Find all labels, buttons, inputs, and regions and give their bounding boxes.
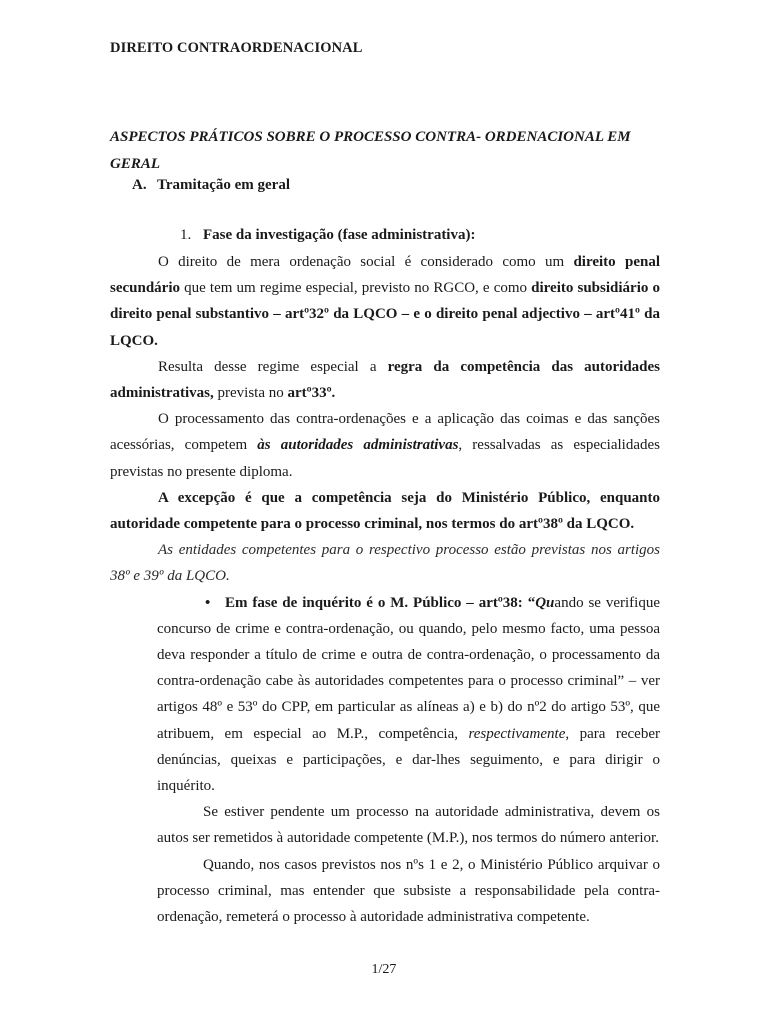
p2-text-1: Resulta desse regime especial a (158, 358, 388, 375)
p3-text-1: O processamento das contra-ordenações e a aplicação das coimas e das sanções acessórias, competem (110, 411, 660, 454)
section-1-marker: 1. (180, 227, 192, 243)
bullet-text-1: ando se verifique concurso de crime e contra-ordenação, ou quando, pelo mesmo facto, uma pessoa deva responder a título de crime e outra de contra-ordenação, o processamento da contra-ordenação cabe às autoridades competentes para o processo criminal” – ver artigos 48º e 53º do CPP, em particular as alíneas a) e b) do nº2 do artigo 53º, que atribuem, em especial ao M.P., competência, (157, 594, 661, 742)
body-text (110, 249, 660, 930)
bullet-text-2: , para receber denúncias, queixas e participações, e dar-lhes seguimento, e para dirigir o inquérito. (157, 725, 660, 795)
paragraph-4: A excepção é que a competência seja do Ministério Público, enquanto autoridade competente para o processo criminal, nos termos do artº38º da LQCO. (110, 489, 660, 533)
paragraph-3 (110, 406, 660, 485)
section-a-label: Tramitação em geral (157, 177, 291, 193)
p2-bold-1: regra da competência das autoridades administrativas, (110, 358, 660, 402)
section-1-label: Fase da investigação (fase administrativa): (203, 227, 476, 243)
p3-text-2: , ressalvadas as especialidades previstas no presente diploma. (110, 437, 660, 480)
section-1-heading (180, 227, 475, 244)
title-line-1: ASPECTOS PRÁTICOS SOBRE O PROCESSO CONTRA- ORDENACIONAL EM (110, 129, 631, 145)
p3-bold-italic: às autoridades administrativas (257, 437, 459, 454)
bullet-paragraph (157, 590, 660, 800)
p2-bold-2: artº33º. (287, 385, 336, 402)
title-line-2: GERAL (110, 156, 161, 172)
paragraph-5: As entidades competentes para o respectivo processo estão previstas nos artigos 38º e 39º da LQCO. (110, 542, 660, 585)
running-header: DIREITO CONTRAORDENACIONAL (110, 40, 363, 56)
paragraph-7: Quando, nos casos previstos nos nºs 1 e 2, o Ministério Público arquivar o processo criminal, mas entender que subsiste a responsabilidade pela contra-ordenação, remeterá o processo à autoridade administrativa competente. (157, 856, 660, 926)
section-a-marker: A. (132, 177, 147, 193)
p1-bold-1: direito penal secundário (110, 254, 660, 297)
p1-text-2: que tem um regime especial, previsto no RGCO, e como (180, 280, 532, 297)
paragraph-2 (110, 354, 660, 406)
bullet-item (157, 590, 660, 931)
section-a-heading (132, 177, 290, 194)
p1-text-1: O direito de mera ordenação social é considerado como um (158, 254, 574, 270)
bullet-italic: respectivamente (468, 725, 566, 742)
p1-bold-2: direito subsidiário o direito penal substantivo – artº32º da LQCO – e o direito penal adjectivo – artº41º da LQCO. (110, 280, 660, 349)
bullet-bold-1: Em fase de inquérito é o M. Público – artº38: “ (225, 594, 536, 611)
page-number: 1/27 (371, 962, 397, 977)
document-title (110, 124, 660, 178)
p2-text-2: prevista no (213, 385, 288, 402)
paragraph-1 (110, 249, 660, 354)
bullet-bold-italic: Qu (535, 594, 555, 611)
bullet-marker: • (205, 594, 211, 611)
paragraph-6: Se estiver pendente um processo na autoridade administrativa, devem os autos ser remetidos à autoridade competente (M.P.), nos termos do número anterior. (157, 804, 660, 847)
